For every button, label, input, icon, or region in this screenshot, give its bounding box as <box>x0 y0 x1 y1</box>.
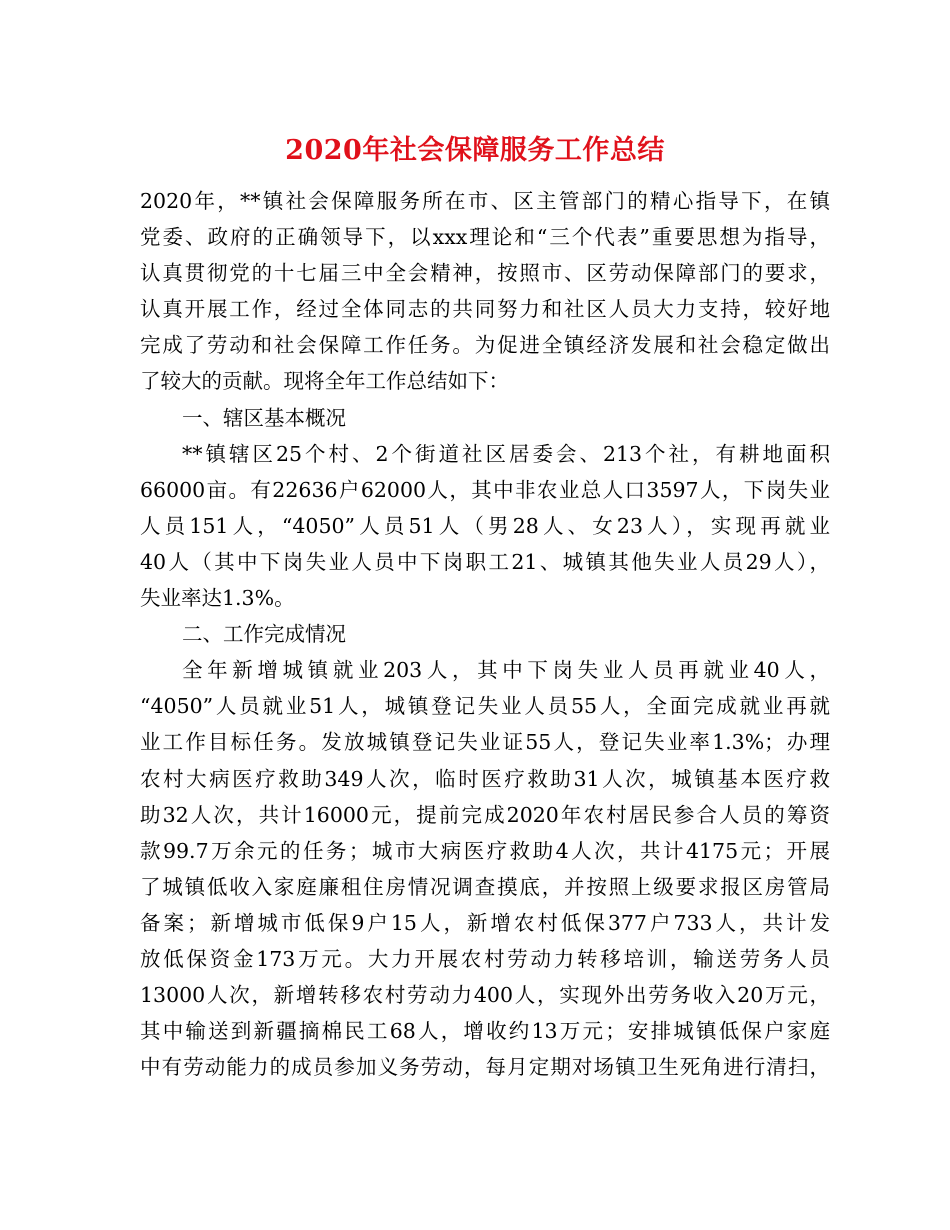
text-line: 2020年，**镇社会保障服务所在市、区主管部门的精心指导下，在镇 <box>140 189 830 213</box>
section-heading: 二、工作完成情况 <box>182 622 346 647</box>
text-line: 66000亩。有22636户62000人，其中非农业总人口3597人，下岗失业 <box>140 477 830 502</box>
text-line: 完成了劳动和社会保障工作任务。为促进全镇经济发展和社会稳定做出 <box>140 333 830 358</box>
text-line: 13000人次，新增转移农村劳动力400人，实现外出劳务收入20万元， <box>140 983 830 1008</box>
text-line: 全年新增城镇就业203人，其中下岗失业人员再就业40人， <box>182 658 830 683</box>
text-line: 40人（其中下岗失业人员中下岗职工21、城镇其他失业人员29人）， <box>140 549 830 574</box>
text-line: 业工作目标任务。发放城镇登记失业证55人，登记失业率1.3%；办理 <box>140 730 830 755</box>
text-line: 认真开展工作，经过全体同志的共同努力和社区人员大力支持，较好地 <box>140 297 830 322</box>
text-line: 了较大的贡献。现将全年工作总结如下： <box>140 369 509 394</box>
text-line: 中有劳动能力的成员参加义务劳动，每月定期对场镇卫生死角进行清扫， <box>140 1055 830 1080</box>
text-line: 助32人次，共计16000元，提前完成2020年农村居民参合人员的筹资 <box>140 802 830 827</box>
text-line: 人员151人，“4050”人员51人（男28人、女23人），实现再就业 <box>140 513 830 538</box>
document-body <box>140 183 830 1085</box>
text-line: 了城镇低收入家庭廉租住房情况调查摸底，并按照上级要求报区房管局 <box>140 874 830 899</box>
text-line: 款99.7万余元的任务；城市大病医疗救助4人次，共计4175元；开展 <box>140 838 830 863</box>
text-line: 放低保资金173万元。大力开展农村劳动力转移培训，输送劳务人员 <box>140 946 830 971</box>
text-line: 其中输送到新疆摘棉民工68人，增收约13万元；安排城镇低保户家庭 <box>140 1019 830 1044</box>
text-line: **镇辖区25个村、2个街道社区居委会、213个社，有耕地面积 <box>182 441 830 466</box>
text-line: 备案；新增城市低保9户15人，新增农村低保377户733人，共计发 <box>140 910 830 935</box>
text-line: 失业率达1.3%。 <box>140 586 295 611</box>
document-title: 2020年社会保障服务工作总结 <box>285 135 665 166</box>
text-line: 农村大病医疗救助349人次，临时医疗救助31人次，城镇基本医疗救 <box>140 766 830 791</box>
text-line: “4050”人员就业51人，城镇登记失业人员55人，全面完成就业再就 <box>140 694 830 719</box>
text-line: 党委、政府的正确领导下，以xxx理论和“三个代表”重要思想为指导， <box>140 225 830 250</box>
section-heading: 一、辖区基本概况 <box>182 405 346 430</box>
text-line: 认真贯彻党的十七届三中全会精神，按照市、区劳动保障部门的要求， <box>140 261 830 286</box>
